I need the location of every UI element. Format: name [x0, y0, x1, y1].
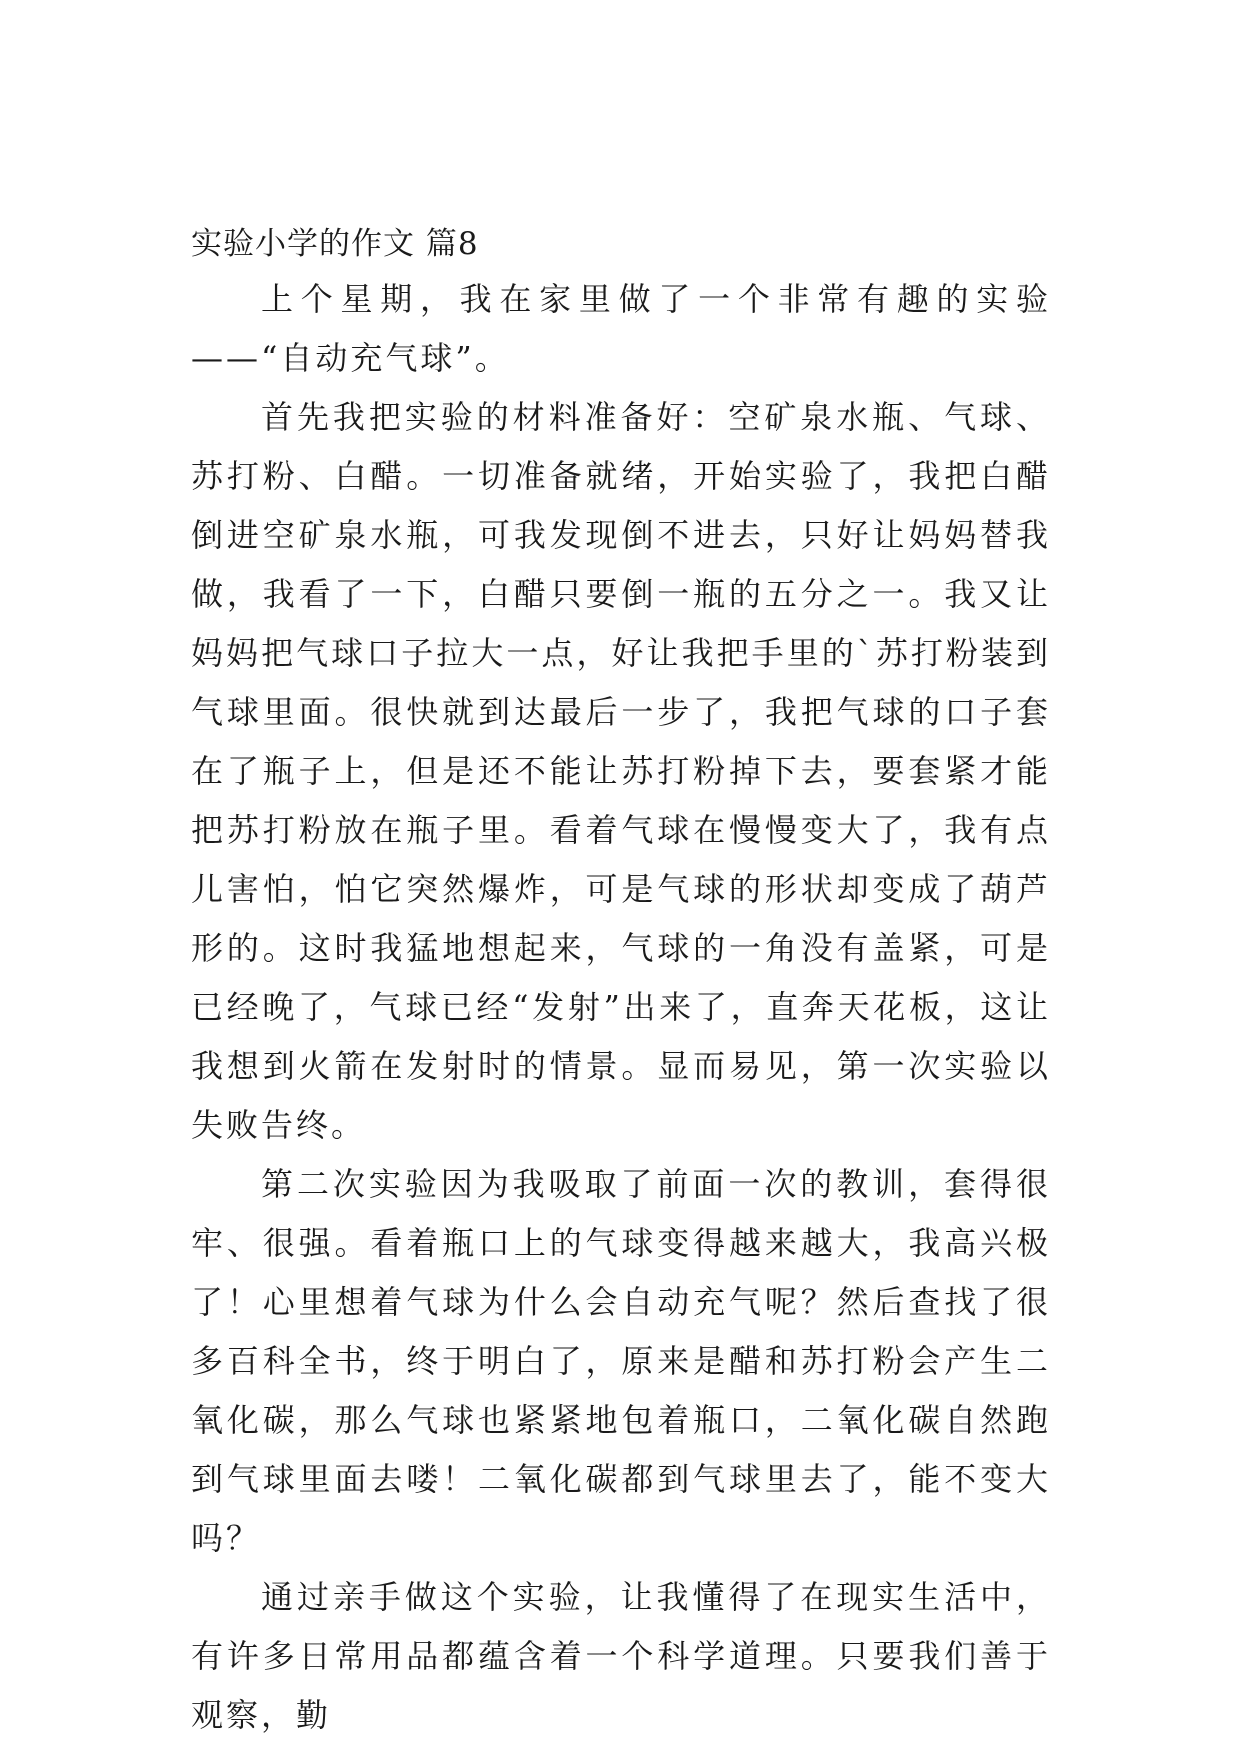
- paragraph-4: 通过亲手做这个实验，让我懂得了在现实生活中，有许多日常用品都蕴含着一个科学道理。只要我们善于观察，勤: [191, 1578, 1051, 1734]
- document-page: [191, 218, 1051, 1745]
- paragraph-3: 第二次实验因为我吸取了前面一次的教训，套得很牢、很强。看着瓶口上的气球变得越来越大，我高兴极了！心里想着气球为什么会自动充气呢？然后查找了很多百科全书，终于明白了，原来是醋和苏打粉会产生二氧化碳，那么气球也紧紧地包着瓶口，二氧化碳自然跑到气球里面去喽！二氧化碳都到气球里去了，能不变大吗？: [191, 1165, 1051, 1557]
- paragraph-1: 上个星期，我在家里做了一个非常有趣的实验——“自动充气球”。: [191, 280, 1051, 377]
- document-title: 实验小学的作文 篇8: [191, 226, 479, 262]
- paragraph-2: 首先我把实验的材料准备好：空矿泉水瓶、气球、苏打粉、白醋。一切准备就绪，开始实验了，我把白醋倒进空矿泉水瓶，可我发现倒不进去，只好让妈妈替我做，我看了一下，白醋只要倒一瓶的五分之一。我又让妈妈把气球口子拉大一点，好让我把手里的`苏打粉装到气球里面。很快就到达最后一步了，我把气球的口子套在了瓶子上，但是还不能让苏打粉掉下去，要套紧才能把苏打粉放在瓶子里。看着气球在慢慢变大了，我有点儿害怕，怕它突然爆炸，可是气球的形状却变成了葫芦形的。这时我猛地想起来，气球的一角没有盖紧，可是已经晚了，气球已经“发射”出来了，直奔天花板，这让我想到火箭在发射时的情景。显而易见，第一次实验以失败告终。: [191, 398, 1051, 1144]
